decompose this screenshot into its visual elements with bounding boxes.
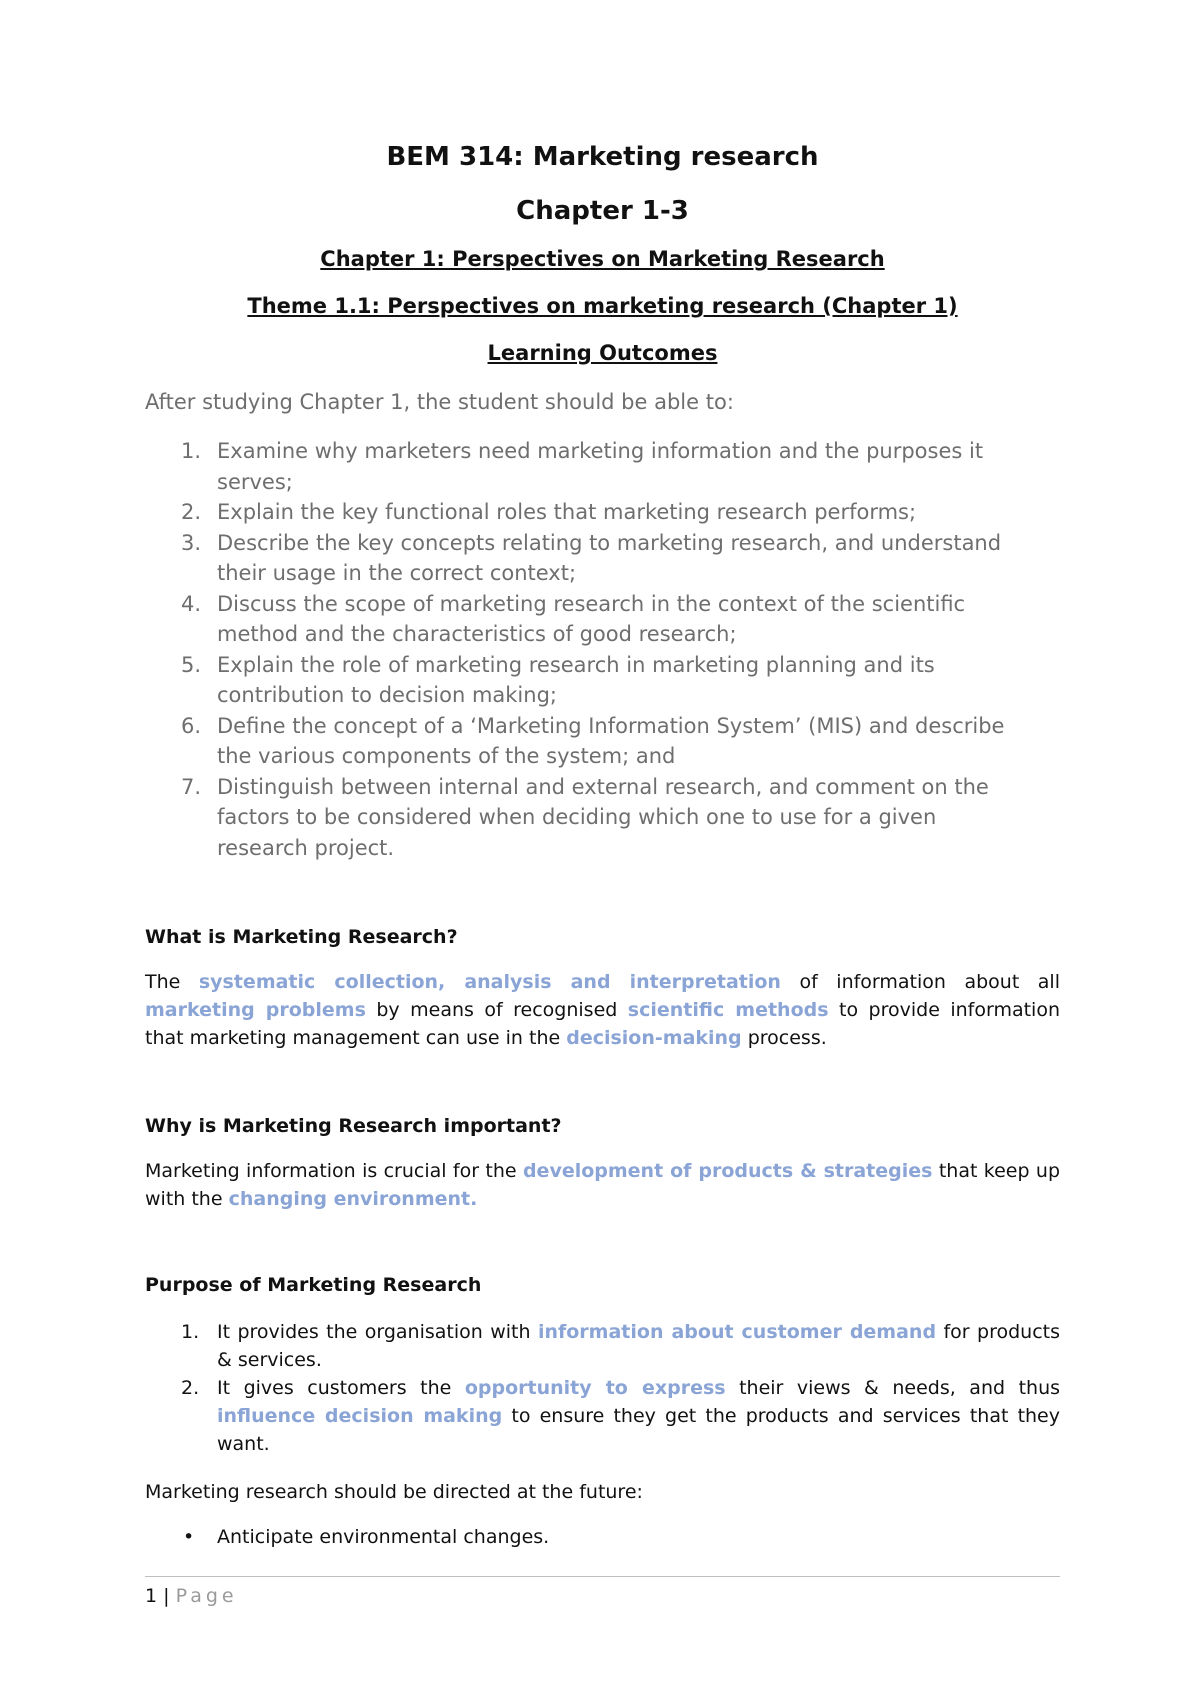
highlight-run: opportunity to express — [464, 1377, 726, 1399]
text-run: their views & needs, and thus — [725, 1377, 1061, 1399]
learning-outcomes-heading: Learning Outcomes — [487, 341, 718, 365]
list-line: their usage in the correct context; — [217, 561, 577, 585]
list-item — [145, 1374, 1060, 1458]
why-heading: Why is Marketing Research important? — [145, 1115, 562, 1137]
list-number: 2. — [181, 500, 202, 524]
list-number: 1. — [181, 1321, 200, 1343]
outcomes-intro: After studying Chapter 1, the student should be able to: — [145, 390, 734, 414]
list-number: 3. — [181, 530, 202, 555]
list-number: 2. — [181, 1377, 200, 1399]
text-run: to provide information that marketing management can use in the — [145, 999, 1060, 1049]
list-number: 5. — [181, 652, 202, 677]
text-run: The — [145, 971, 199, 993]
text-run: that keep up with the — [145, 1160, 1060, 1210]
highlight-run: scientific methods — [627, 999, 829, 1021]
what-is-heading: What is Marketing Research? — [145, 926, 458, 948]
purpose-heading: Purpose of Marketing Research — [145, 1274, 482, 1296]
future-bullet-list — [145, 1523, 549, 1551]
future-intro: Marketing research should be directed at the future: — [145, 1481, 643, 1503]
text-run: of information about all — [780, 971, 1060, 993]
page-footer — [145, 1585, 238, 1607]
bullet-text: Anticipate environmental changes. — [217, 1526, 550, 1548]
document-title: BEM 314: Marketing research — [386, 142, 819, 172]
bullet-icon: • — [183, 1526, 195, 1548]
list-line: Explain the role of marketing research in marketing planning and its — [217, 652, 935, 677]
text-run: Marketing information is crucial for the — [145, 1160, 523, 1182]
what-is-paragraph — [145, 968, 1060, 1052]
list-item — [145, 528, 1045, 589]
list-line: Define the concept of a ‘Marketing Information System’ (MIS) and describe — [217, 713, 1005, 738]
text-run: by means of recognised — [365, 999, 628, 1021]
list-line: Describe the key concepts relating to marketing research, and understand — [217, 530, 1002, 555]
list-item — [145, 589, 1045, 650]
list-number: 4. — [181, 591, 202, 616]
chapter-heading: Chapter 1: Perspectives on Marketing Research — [320, 247, 885, 271]
list-item — [145, 650, 1045, 711]
list-item — [145, 1523, 549, 1551]
list-item — [145, 772, 1045, 864]
list-line: Examine why marketers need marketing information and the purposes it — [217, 439, 984, 463]
page-label: Page — [175, 1585, 238, 1607]
list-item — [145, 497, 1045, 528]
why-paragraph — [145, 1157, 1060, 1213]
highlight-run: marketing problems — [145, 999, 366, 1021]
text-run: It gives customers the — [217, 1377, 465, 1399]
highlight-run: development of products & strategies — [522, 1160, 933, 1182]
list-line: factors to be considered when deciding which one to use for a given — [217, 805, 937, 829]
list-item — [145, 711, 1045, 772]
list-number: 1. — [181, 439, 202, 463]
purpose-list — [145, 1318, 1060, 1458]
footer-separator: | — [163, 1585, 170, 1607]
highlight-run: systematic collection, analysis and interpretation — [198, 971, 781, 993]
list-line: Discuss the scope of marketing research in the context of the scientific — [217, 591, 966, 616]
highlight-run: information about customer demand — [537, 1321, 937, 1343]
highlight-run: changing environment. — [228, 1188, 478, 1210]
list-item — [145, 1318, 1060, 1374]
list-line: Distinguish between internal and external research, and comment on the — [217, 774, 989, 799]
highlight-run: decision-making — [566, 1027, 742, 1049]
text-run: to ensure they get the products and services that they want. — [217, 1405, 1060, 1455]
text-run: It provides the organisation with — [217, 1321, 538, 1343]
list-number: 6. — [181, 713, 202, 738]
text-run: for products & services. — [217, 1321, 1060, 1371]
text-run: process. — [741, 1027, 827, 1049]
list-item — [145, 436, 1045, 497]
list-line: Explain the key functional roles that marketing research performs; — [217, 500, 917, 524]
list-line: research project. — [217, 835, 395, 860]
learning-outcomes-list — [145, 436, 1045, 863]
highlight-run: influence decision making — [217, 1405, 503, 1427]
list-line: serves; — [217, 469, 293, 494]
footer-divider — [145, 1576, 1060, 1577]
page-number: 1 — [145, 1585, 158, 1607]
list-line: method and the characteristics of good research; — [217, 622, 737, 646]
list-line: contribution to decision making; — [217, 683, 557, 707]
list-line: the various components of the system; and — [217, 744, 676, 768]
theme-heading: Theme 1.1: Perspectives on marketing research (Chapter 1) — [247, 294, 958, 318]
list-number: 7. — [181, 774, 202, 799]
document-subtitle: Chapter 1-3 — [516, 196, 689, 226]
